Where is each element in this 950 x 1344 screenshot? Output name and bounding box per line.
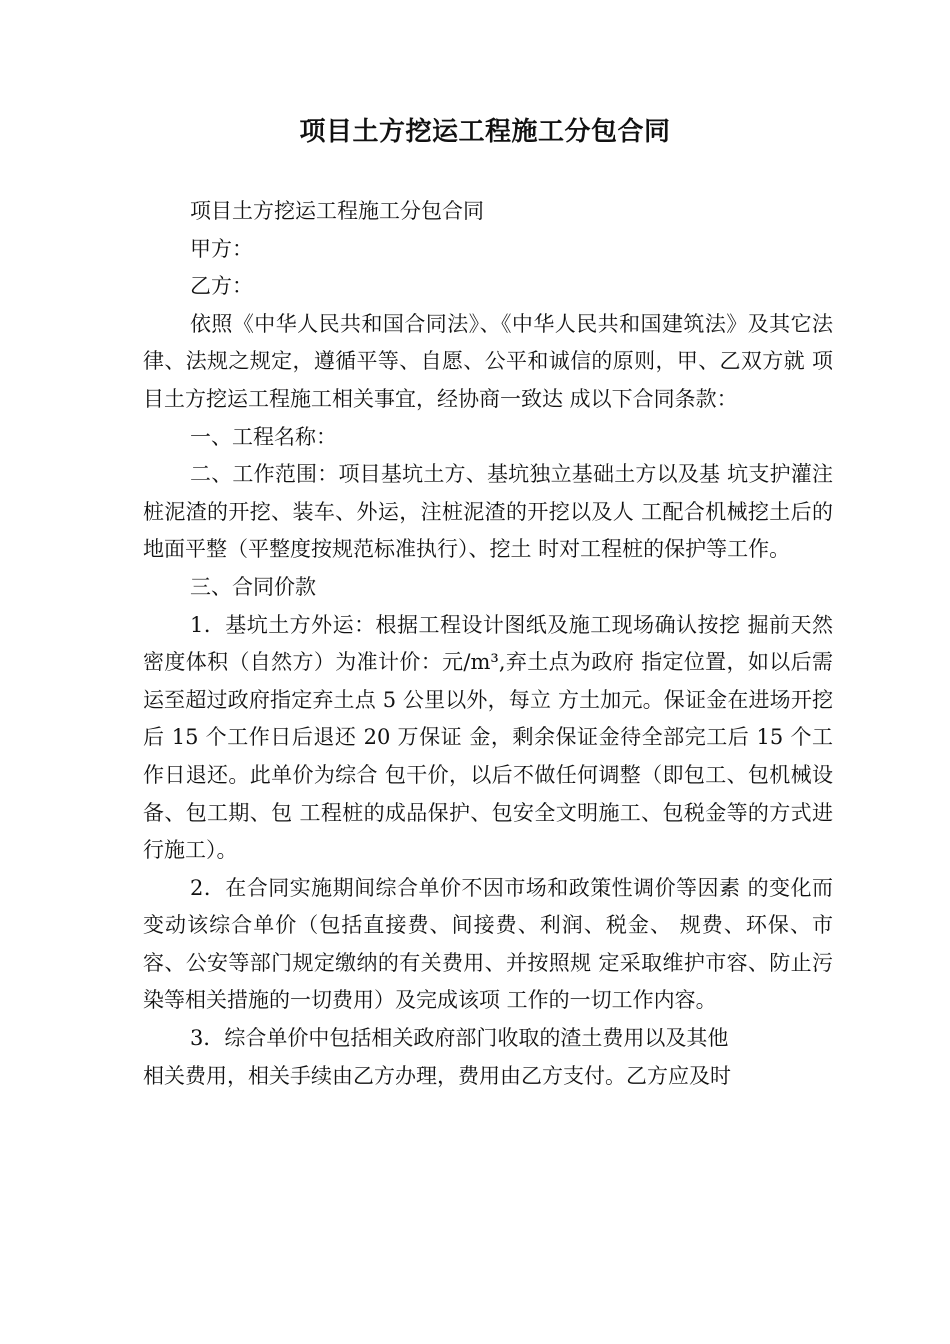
- document-title: 项目土方挖运工程施工分包合同: [299, 117, 671, 147]
- clause-3-fees: 3．综合单价中包括相关政府部门收取的渣土费用以及其他: [190, 1026, 729, 1051]
- document-body: [143, 193, 833, 1095]
- preamble-paragraph: 依照《中华人民共和国合同法》、《中华人民共和国建筑法》及其它法律、法规之规定，遵循平等、自愿、公平和诚信的原则，甲、乙双方就 项目土方挖运工程施工相关事宜，经协商一致达 成以下合同条款：: [143, 311, 833, 411]
- party-a-line: 甲方：: [190, 236, 253, 261]
- clause-3-continuation: 相关费用，相关手续由乙方办理，费用由乙方支付。乙方应及时: [143, 1063, 731, 1088]
- section-work-scope: 二、工作范围：项目基坑土方、基坑独立基础土方以及基 坑支护灌注桩泥渣的开挖、装车、外运，注桩泥渣的开挖以及人 工配合机械挖土后的地面平整（平整度按规范标准执行）、挖土 时对工程桩的保护等工作。: [143, 462, 833, 562]
- section-contract-price: 三、合同价款: [190, 574, 316, 599]
- clause-1-earthwork-transport: 1．基坑土方外运：根据工程设计图纸及施工现场确认按挖 掘前天然密度体积（自然方）为准计价：元/m³,弃土点为政府 指定位置，如以后需运至超过政府指定弃土点 5 公里以外，每立 方土加元。保证金在进场开挖后 15 个工作日后退还 20 万保证 金，剩余保证金待全部完工后 15 个工作日退还。此单价为综合 包干价，以后不做任何调整（即包工、包机械设备、包工期、包 工程桩的成品保护、包安全文明施工、包税金等的方式进行施工）。: [143, 612, 833, 863]
- clause-2-unit-price: 2．在合同实施期间综合单价不因市场和政策性调价等因素 的变化而变动该综合单价（包括直接费、间接费、利润、税金、 规费、环保、市容、公安等部门规定缴纳的有关费用、并按照规 定采取维护市容、防止污染等相关措施的一切费用）及完成该项 工作的一切工作内容。: [143, 875, 833, 1013]
- section-project-name: 一、工程名称：: [190, 424, 337, 449]
- subtitle-line: 项目土方挖运工程施工分包合同: [190, 199, 484, 223]
- party-b-line: 乙方：: [190, 274, 253, 299]
